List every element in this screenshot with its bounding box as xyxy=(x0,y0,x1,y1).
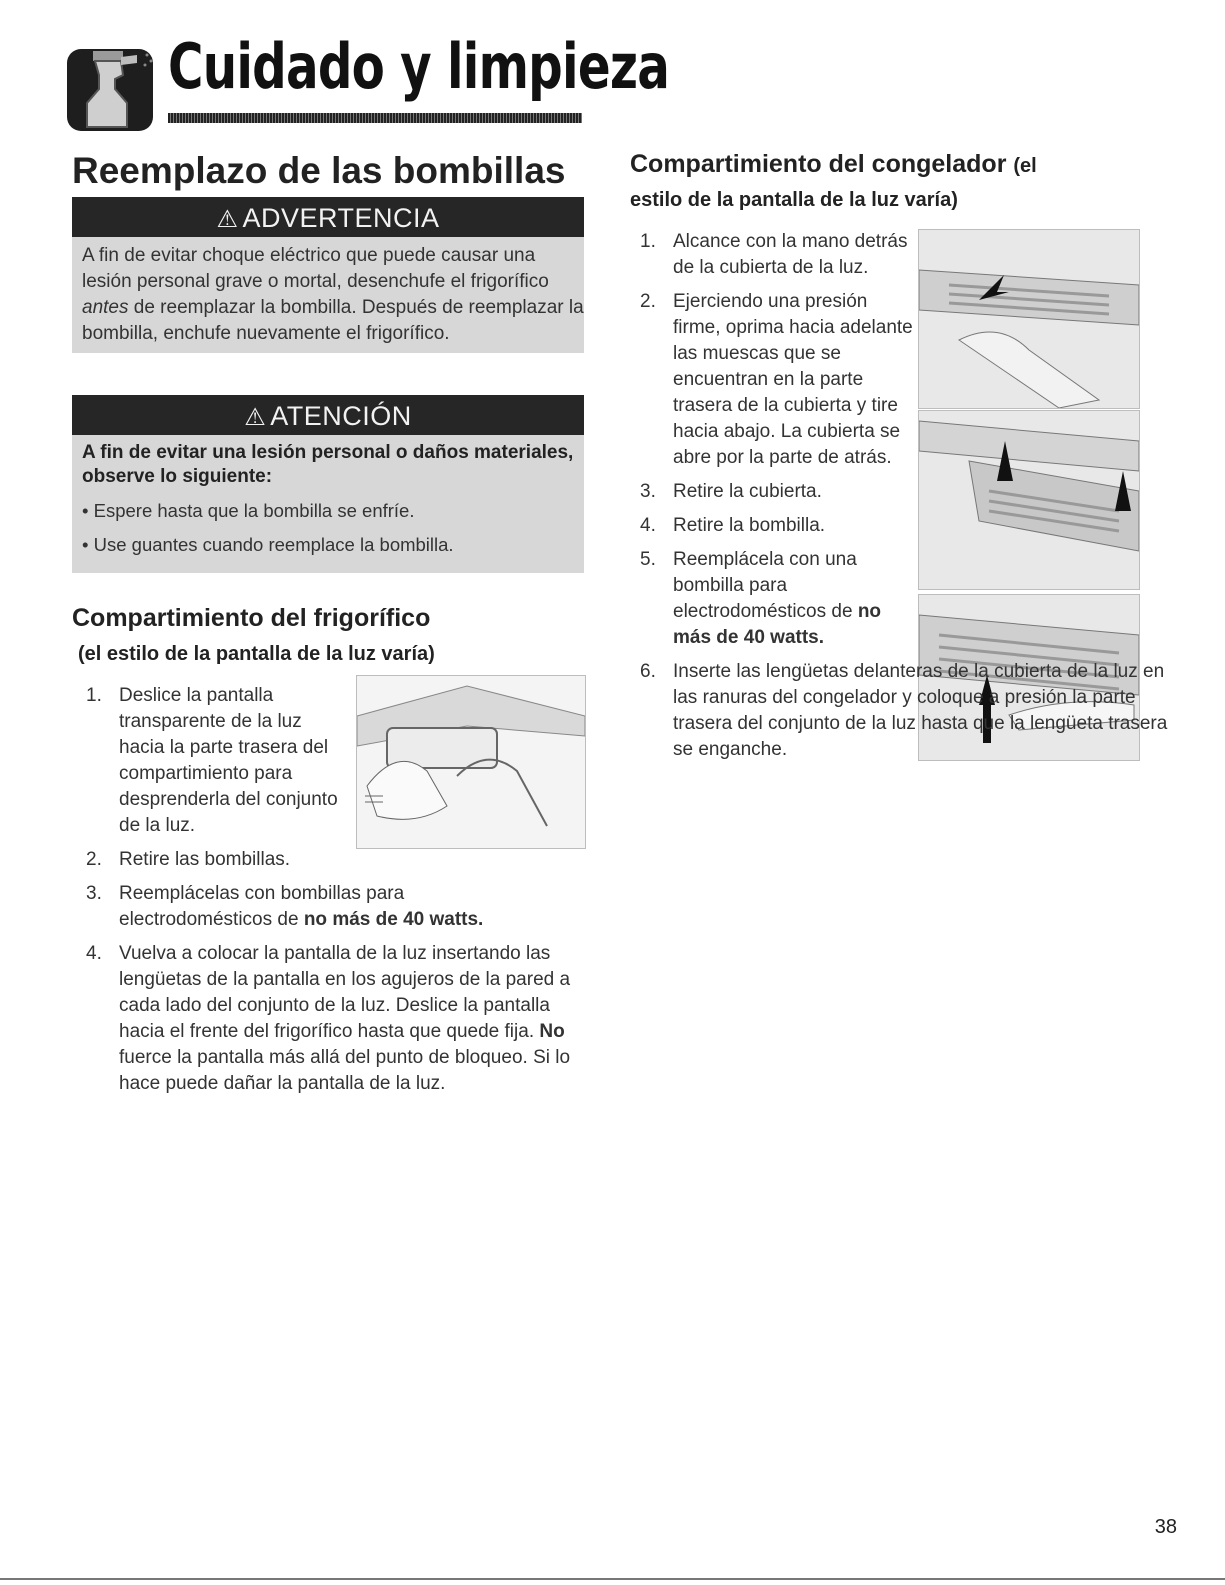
header-underline xyxy=(168,113,582,123)
freezer-subheading: estilo de la pantalla de la luz varía) xyxy=(630,189,958,211)
caution-lead: A fin de evitar una lesión personal o daños materiales, observe lo siguiente: xyxy=(82,442,574,487)
page-number: 38 xyxy=(1154,1516,1177,1538)
list-item: 4. Retire la bombilla. xyxy=(640,515,826,536)
freezer-heading: Compartimiento del congelador (el xyxy=(630,150,1037,178)
list-item: 1. Deslice la pantalla transparente de la luz hacia la parte trasera del compartimiento para desprenderla del conjunto de la luz. xyxy=(86,685,338,836)
warning-header xyxy=(72,197,584,237)
list-item: 2. Ejerciendo una presión firme, oprima hacia adelante las muescas que se encuentran en la parte trasera de la cubierta y tire hacia abajo. La cubierta se abre por la parte de atrás. xyxy=(640,291,913,468)
list-item: 5. Reemplácela con una bombilla para electrodomésticos de no más de 40 watts. xyxy=(640,549,882,648)
spray-bottle-icon xyxy=(65,45,160,135)
warning-text: A fin de evitar choque eléctrico que puede causar una lesión personal grave o mortal, desenchufe el frigorífico antes de reemplazar la bombilla. Después de reemplazar la bombilla, enchufe nuevamente el frigorífico. xyxy=(82,245,584,344)
fridge-steps xyxy=(86,683,586,1105)
freezer-steps xyxy=(640,229,1168,771)
warning-triangle-icon: ⚠ xyxy=(216,206,239,233)
caution-bullet: • Espere hasta que la bombilla se enfríe. xyxy=(82,500,415,521)
fridge-subheading: (el estilo de la pantalla de la luz varía) xyxy=(78,643,435,665)
list-item: 4. Vuelva a colocar la pantalla de la luz insertando las lengüetas de la pantalla en los agujeros de la pared a cada lado del conjunto de la luz. Deslice la pantalla hacia el frente del frigorífico hasta que quede fija. No fuerce la pantalla más allá del punto de bloqueo. Si lo hace puede dañar la pantalla de la luz. xyxy=(86,943,571,1094)
warning-triangle-icon: ⚠ xyxy=(244,404,267,431)
caution-bullet: • Use guantes cuando reemplace la bombilla. xyxy=(82,534,454,555)
warning-label: ADVERTENCIA xyxy=(242,203,440,233)
warning-box xyxy=(72,197,584,353)
fridge-heading: Compartimiento del frigorífico xyxy=(72,604,431,632)
section-title: Reemplazo de las bombillas xyxy=(72,150,566,191)
list-item: 3. Reemplácelas con bombillas para electrodomésticos de no más de 40 watts. xyxy=(86,883,484,930)
list-item: 2. Retire las bombillas. xyxy=(86,849,291,870)
caution-header xyxy=(72,395,584,435)
list-item: 6. Inserte las lengüetas delanteras de la cubierta de la luz en las ranuras del congelador y coloque a presión la parte trasera del conjunto de la luz hasta que la lengüeta trasera se enganche. xyxy=(640,661,1168,760)
bottom-rule xyxy=(0,1578,1225,1580)
header-title: Cuidado y limpieza xyxy=(168,30,670,103)
list-item: 1. Alcance con la mano detrás de la cubierta de la luz. xyxy=(640,231,908,278)
caution-label: ATENCIÓN xyxy=(270,401,412,431)
list-item: 3. Retire la cubierta. xyxy=(640,481,822,502)
caution-box xyxy=(72,395,584,573)
